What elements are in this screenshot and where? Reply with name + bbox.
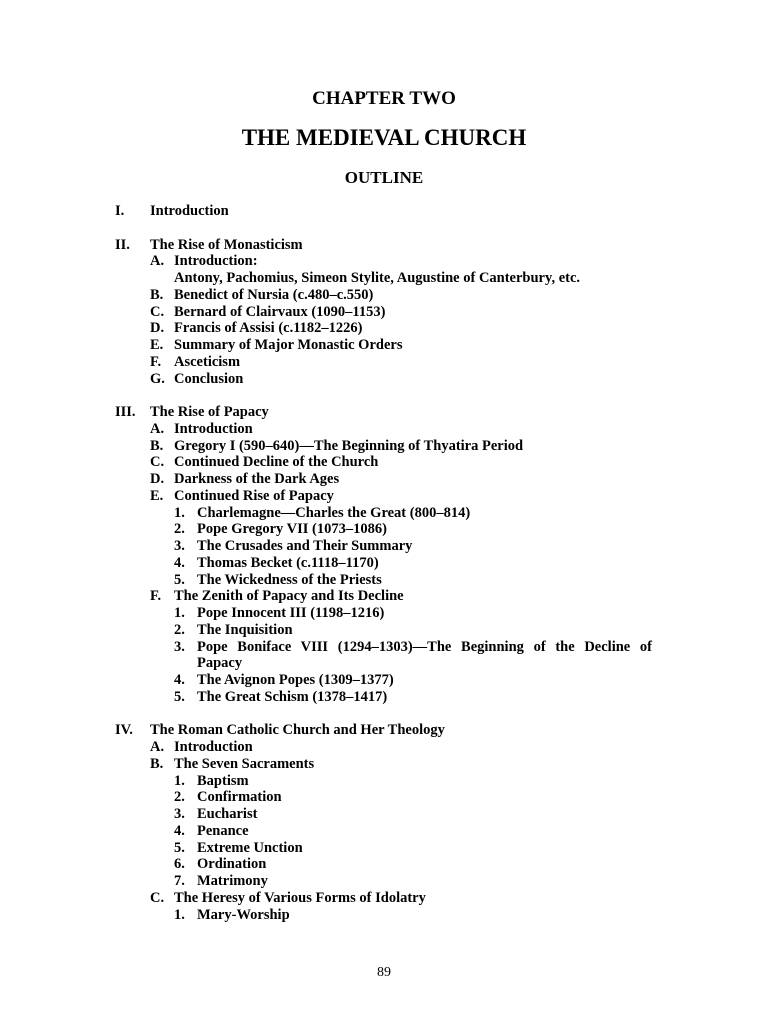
outline-text: Pope Gregory VII (1073–1086) (197, 521, 387, 538)
outline-item (0, 337, 768, 354)
outline-item (0, 890, 768, 907)
outline-label: 1. (174, 504, 185, 521)
outline-text: Introduction (174, 420, 253, 437)
outline-subitem (0, 521, 768, 538)
outline-label: 4. (174, 822, 185, 839)
outline-text: Summary of Major Monastic Orders (174, 337, 403, 353)
outline-text: The Zenith of Papacy and Its Decline (174, 588, 404, 605)
outline-label: C. (150, 454, 165, 471)
outline-item (0, 354, 768, 371)
outline-item (0, 304, 768, 321)
outline-label: 2. (174, 621, 185, 638)
outline-text: Darkness of the Dark Ages (174, 471, 340, 487)
outline-text: Benedict of Nursia (c.480–c.550) (174, 286, 374, 303)
outline-list (0, 203, 768, 923)
outline-section (0, 203, 768, 220)
outline-label: 4. (174, 672, 185, 688)
outline-label: II. (115, 236, 130, 253)
outline-text: Continued Rise of Papacy (174, 487, 334, 504)
outline-label: B. (150, 755, 164, 772)
outline-item (0, 471, 768, 488)
outline-subitem (0, 873, 768, 890)
outline-section (0, 237, 768, 254)
outline-label: I. (115, 203, 125, 219)
chapter-title: THE MEDIEVAL CHURCH (241, 125, 527, 150)
outline-text: Asceticism (174, 353, 241, 370)
outline-subitem (0, 572, 768, 589)
outline-item-continuation (0, 270, 768, 287)
outline-subitem (0, 907, 768, 924)
outline-text: The Rise of Monasticism (150, 236, 303, 253)
outline-label: 1. (174, 772, 185, 789)
outline-label: 1. (174, 605, 185, 621)
outline-text: The Great Schism (1378–1417) (197, 688, 388, 705)
outline-text: The Crusades and Their Summary (197, 538, 413, 554)
outline-text: Mary-Worship (197, 906, 290, 923)
outline-label: E. (150, 337, 164, 353)
outline-item (0, 454, 768, 471)
section-spacer (0, 706, 768, 723)
outline-label: B. (150, 286, 164, 303)
outline-subitem (0, 840, 768, 857)
outline-subitem (0, 639, 768, 656)
outline-subitem (0, 856, 768, 873)
outline-subitem (0, 689, 768, 706)
outline-item (0, 588, 768, 605)
outline-item (0, 371, 768, 388)
outline-section (0, 404, 768, 421)
outline-subitem (0, 622, 768, 639)
outline-subitem (0, 789, 768, 806)
outline-text: Conclusion (174, 370, 244, 387)
outline-label: 4. (174, 554, 185, 571)
outline-label: IV. (115, 722, 133, 739)
outline-item (0, 287, 768, 304)
outline-item (0, 739, 768, 756)
outline-text: The Roman Catholic Church and Her Theology (150, 722, 445, 739)
outline-subitem (0, 555, 768, 572)
outline-text: Bernard of Clairvaux (1090–1153) (174, 303, 386, 320)
outline-text: Francis of Assisi (c.1182–1226) (174, 320, 363, 337)
outline-subitem (0, 605, 768, 622)
outline-label: A. (150, 253, 165, 270)
outline-label: 6. (174, 856, 185, 873)
outline-subitem (0, 823, 768, 840)
outline-label: 3. (174, 638, 185, 655)
outline-label: 5. (174, 839, 185, 856)
outline-text: Antony, Pachomius, Simeon Stylite, Augustine of Canterbury, etc. (174, 270, 581, 286)
outline-label: A. (150, 739, 165, 755)
outline-text: Gregory I (590–640)—The Beginning of Thyatira Period (174, 437, 524, 454)
outline-subitem (0, 773, 768, 790)
outline-text: The Rise of Papacy (150, 404, 269, 420)
outline-item (0, 488, 768, 505)
outline-text: The Seven Sacraments (174, 755, 315, 772)
outline-subitem (0, 806, 768, 823)
outline-text: Pope Boniface VIII (1294–1303)—The Beginning of the Decline of (197, 638, 652, 655)
chapter-heading: CHAPTER TWO (312, 88, 456, 109)
outline-text: Introduction (174, 739, 253, 755)
outline-label: 5. (174, 688, 185, 705)
outline-text: Thomas Becket (c.1118–1170) (197, 554, 379, 571)
outline-text: Matrimony (197, 873, 268, 889)
outline-heading: OUTLINE (344, 168, 424, 187)
outline-section (0, 722, 768, 739)
outline-label: F. (150, 588, 162, 605)
outline-label: C. (150, 889, 165, 906)
outline-label: B. (150, 437, 164, 454)
outline-label: D. (150, 471, 165, 487)
outline-item (0, 253, 768, 270)
outline-label: C. (150, 303, 165, 320)
outline-subitem (0, 538, 768, 555)
outline-text: Baptism (197, 772, 249, 789)
outline-label: 2. (174, 521, 185, 538)
outline-label: 1. (174, 906, 185, 923)
outline-text: The Wickedness of the Priests (197, 571, 382, 588)
outline-subitem (0, 505, 768, 522)
outline-text: Charlemagne—Charles the Great (800–814) (197, 504, 471, 521)
outline-item (0, 320, 768, 337)
outline-label: A. (150, 420, 165, 437)
page-number: 89 (377, 965, 391, 980)
outline-text: The Avignon Popes (1309–1377) (197, 672, 394, 688)
outline-label: 5. (174, 571, 185, 588)
outline-text: Introduction (150, 203, 229, 219)
outline-text: Papacy (197, 655, 243, 672)
outline-label: F. (150, 353, 162, 370)
section-spacer (0, 220, 768, 237)
outline-text: Continued Decline of the Church (174, 454, 379, 471)
outline-text: Ordination (197, 856, 267, 873)
outline-label: D. (150, 320, 165, 337)
outline-text: The Heresy of Various Forms of Idolatry (174, 889, 426, 906)
outline-text: The Inquisition (197, 621, 293, 638)
outline-label: 7. (174, 873, 185, 889)
outline-text: Extreme Unction (197, 839, 303, 856)
outline-subitem (0, 672, 768, 689)
outline-item (0, 756, 768, 773)
outline-text: Eucharist (197, 806, 258, 822)
outline-item (0, 438, 768, 455)
outline-text: Confirmation (197, 789, 282, 806)
outline-label: 3. (174, 806, 185, 822)
outline-text: Penance (197, 822, 249, 839)
outline-label: 3. (174, 538, 185, 554)
outline-label: III. (115, 404, 136, 420)
outline-subitem-continuation (0, 655, 768, 672)
section-spacer (0, 387, 768, 404)
outline-text: Pope Innocent III (1198–1216) (197, 605, 385, 621)
outline-label: 2. (174, 789, 185, 806)
outline-label: G. (150, 370, 165, 387)
outline-label: E. (150, 487, 164, 504)
outline-item (0, 421, 768, 438)
outline-text: Introduction: (174, 253, 258, 270)
